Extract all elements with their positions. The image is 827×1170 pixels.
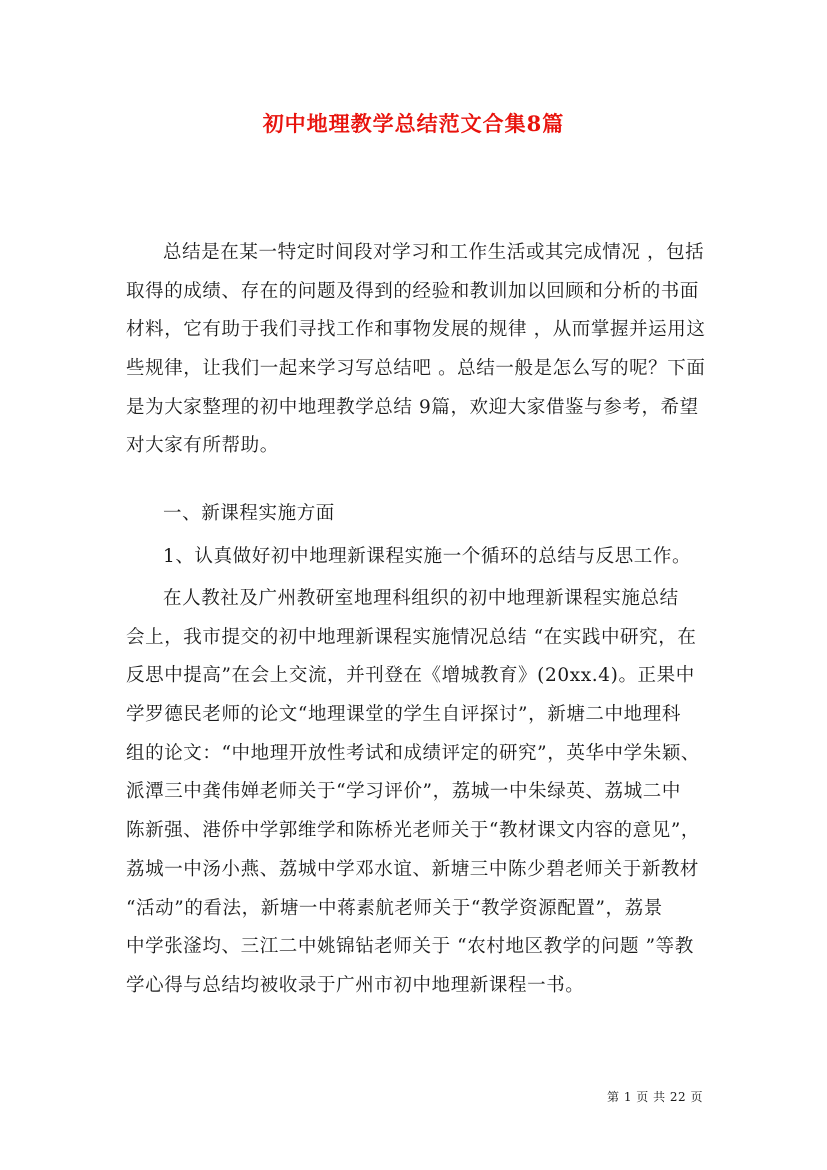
document-title: 初中地理教学总结范文合集8篇 xyxy=(262,111,565,136)
section-heading: 一、新课程实施方面 xyxy=(163,503,335,524)
intro-line: 总结是在某一特定时间段对学习和工作生活或其完成情况 ，包括 xyxy=(163,242,705,263)
paragraph-line: 陈新强、港侨中学郭维学和陈桥光老师关于“教材课文内容的意见”， xyxy=(126,820,701,842)
paragraph-line: “活动”的看法，新塘一中蒋素航老师关于“教学资源配置”，荔景 xyxy=(126,897,663,919)
paragraph-line: 在人教社及广州教研室地理科组织的初中地理新课程实施总结 xyxy=(163,588,679,609)
item-heading: 1、认真做好初中地理新课程实施一个循环的总结与反思工作。 xyxy=(163,545,692,567)
paragraph-line: 派潭三中龚伟婵老师关于“学习评价”，荔城一中朱绿英、荔城二中 xyxy=(126,781,681,803)
paragraph-line: 荔城一中汤小燕、荔城中学邓水谊、新塘三中陈少碧老师关于新教材 xyxy=(126,858,700,880)
intro-line: 材料，它有助于我们寻找工作和事物发展的规律 ，从而掌握并运用这 xyxy=(126,319,706,341)
intro-line: 是为大家整理的初中地理教学总结 9篇，欢迎大家借鉴与参考，希望 xyxy=(126,396,699,418)
paragraph-line: 中学张滏均、三江二中姚锦钻老师关于 “农村地区教学的问题 ”等教 xyxy=(126,936,694,958)
intro-line: 些规律，让我们一起来学习写总结吧 。总结一般是怎么写的呢？下面 xyxy=(126,358,706,380)
paragraph-line: 会上，我市提交的初中地理新课程实施情况总结 “在实践中研究，在 xyxy=(126,626,697,648)
intro-line: 取得的成绩、存在的问题及得到的经验和教训加以回顾和分析的书面 xyxy=(126,280,700,302)
paragraph-line: 学心得与总结均被收录于广州市初中地理新课程一书。 xyxy=(126,974,585,996)
paragraph-line: 反思中提高”在会上交流，并刊登在《增城教育》(20xx.4)。正果中 xyxy=(126,665,695,687)
paragraph-line: 组的论文：“中地理开放性考试和成绩评定的研究”，英华中学朱颖、 xyxy=(126,742,701,764)
intro-paragraph xyxy=(126,234,704,466)
section-block xyxy=(126,495,704,576)
page-number: 第 1 页 共 22 页 xyxy=(607,1090,703,1104)
paragraph-line: 学罗德民老师的论文“地理课堂的学生自评探讨”，新塘二中地理科 xyxy=(126,704,681,726)
body-paragraph xyxy=(126,580,704,1006)
intro-line: 对大家有所帮助。 xyxy=(126,435,279,457)
